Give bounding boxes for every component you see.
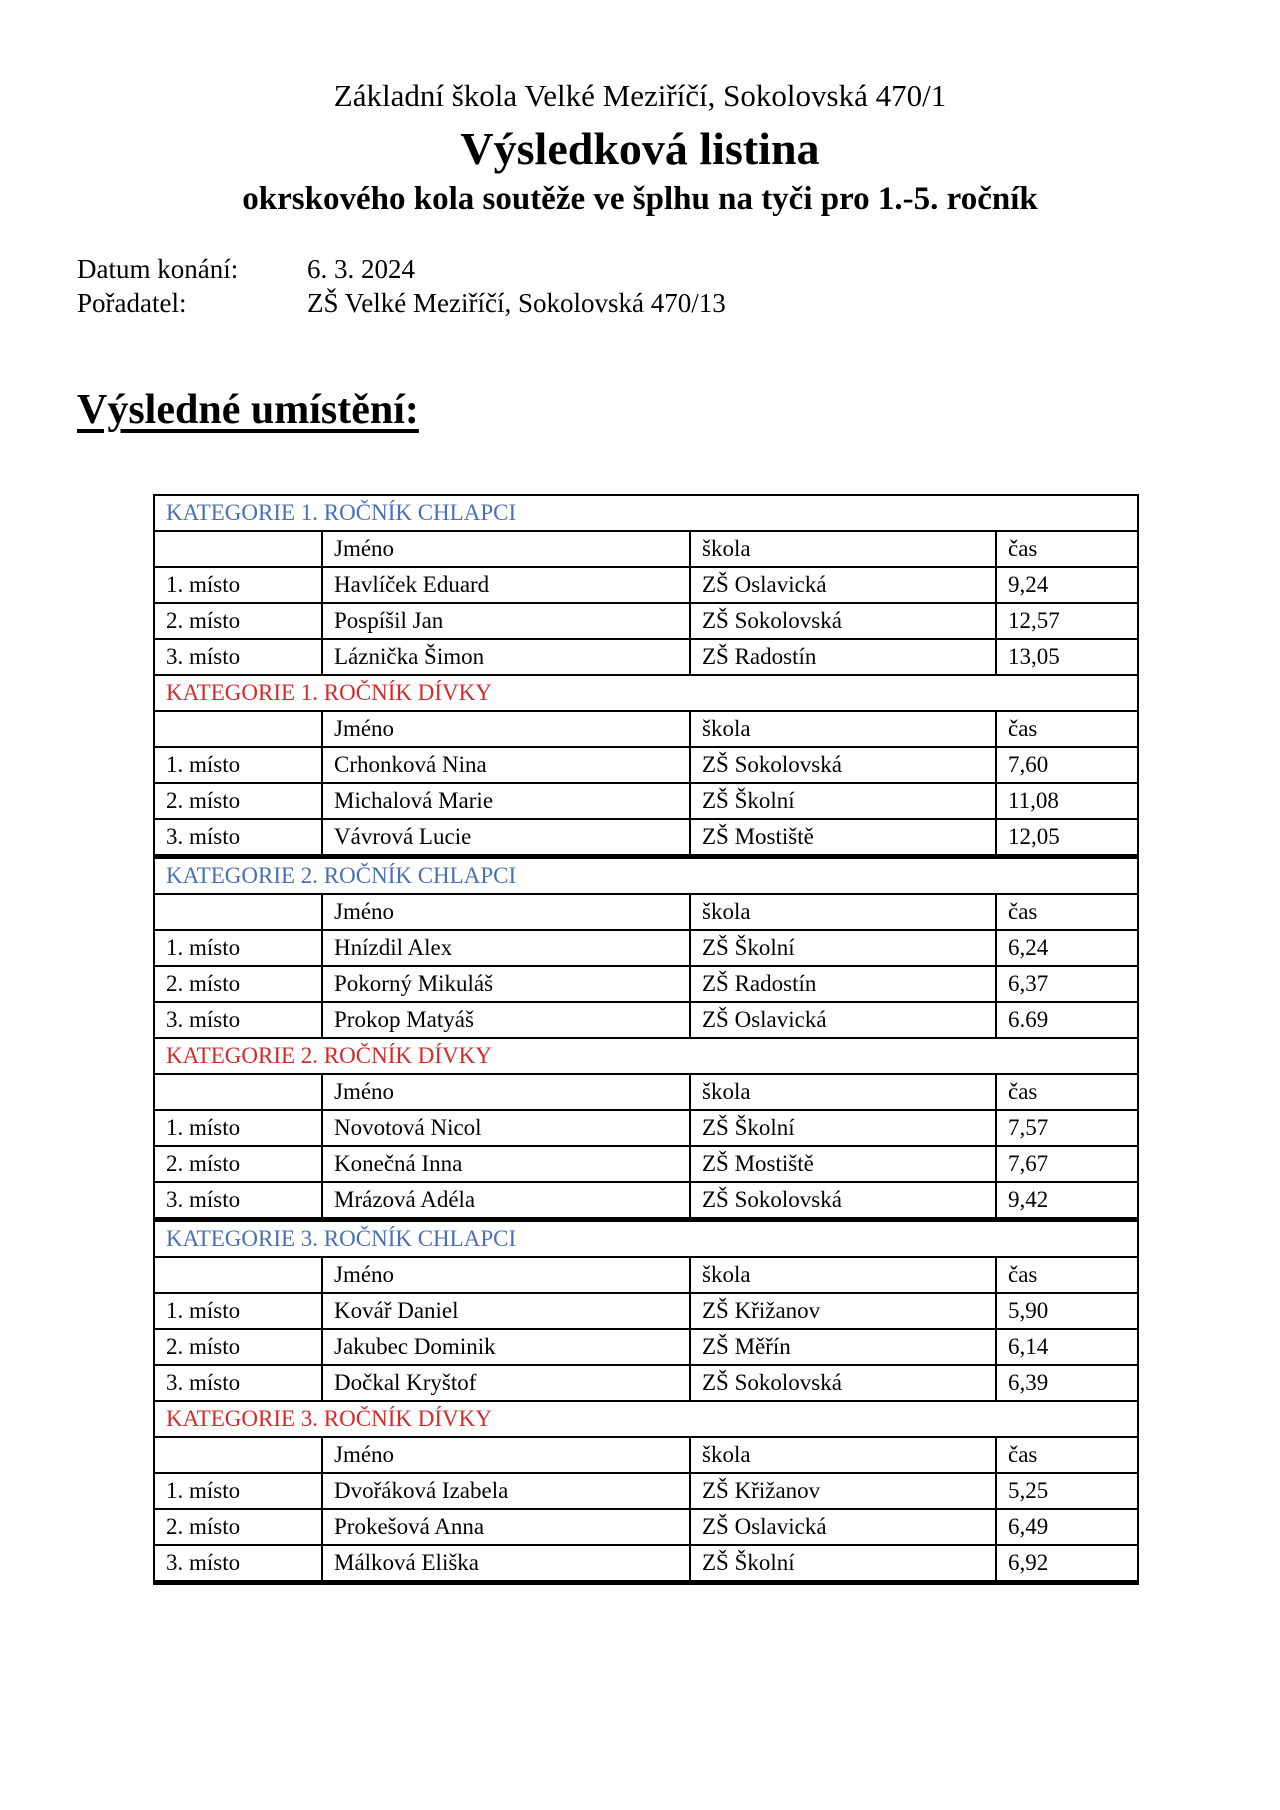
event-date-value: 6. 3. 2024 — [307, 254, 415, 284]
place-cell: 3. místo — [154, 819, 322, 857]
category-title: KATEGORIE 2. ROČNÍK DÍVKY — [154, 1038, 1138, 1074]
header-place-cell — [154, 531, 322, 567]
section-title: Výsledné umístění: — [77, 387, 419, 433]
name-cell: Michalová Marie — [322, 783, 690, 819]
table-row — [154, 567, 1138, 603]
column-header-row — [154, 1437, 1138, 1473]
time-cell: 5,90 — [996, 1293, 1138, 1329]
school-cell: ZŠ Křižanov — [690, 1473, 996, 1509]
name-cell: Konečná Inna — [322, 1146, 690, 1182]
column-header-row — [154, 1257, 1138, 1293]
column-header-row — [154, 1074, 1138, 1110]
header-time: čas — [996, 531, 1138, 567]
header-place-cell — [154, 1257, 322, 1293]
name-cell: Pokorný Mikuláš — [322, 966, 690, 1002]
table-row — [154, 639, 1138, 675]
document-subtitle: okrskového kola soutěže ve šplhu na tyči pro 1.-5. ročník — [242, 181, 1038, 217]
name-cell: Dvořáková Izabela — [322, 1473, 690, 1509]
place-cell: 1. místo — [154, 747, 322, 783]
place-cell: 1. místo — [154, 930, 322, 966]
time-cell: 6,24 — [996, 930, 1138, 966]
school-cell: ZŠ Radostín — [690, 966, 996, 1002]
table-row — [154, 1545, 1138, 1583]
header-school: škola — [690, 1257, 996, 1293]
time-cell: 12,57 — [996, 603, 1138, 639]
header-place-cell — [154, 1437, 322, 1473]
header-name: Jméno — [322, 894, 690, 930]
table-row — [154, 603, 1138, 639]
header-school: škola — [690, 894, 996, 930]
header-school: škola — [690, 1437, 996, 1473]
time-cell: 7,67 — [996, 1146, 1138, 1182]
school-cell: ZŠ Oslavická — [690, 1002, 996, 1038]
document-title: Výsledková listina — [460, 123, 820, 174]
time-cell: 12,05 — [996, 819, 1138, 857]
time-cell: 13,05 — [996, 639, 1138, 675]
place-cell: 2. místo — [154, 783, 322, 819]
name-cell: Prokešová Anna — [322, 1509, 690, 1545]
name-cell: Láznička Šimon — [322, 639, 690, 675]
place-cell: 3. místo — [154, 1002, 322, 1038]
time-cell: 6,14 — [996, 1329, 1138, 1365]
header-time: čas — [996, 1257, 1138, 1293]
time-cell: 6,39 — [996, 1365, 1138, 1401]
table-row — [154, 1002, 1138, 1038]
time-cell: 9,24 — [996, 567, 1138, 603]
organizer — [77, 288, 726, 319]
school-cell: ZŠ Mostiště — [690, 1146, 996, 1182]
place-cell: 2. místo — [154, 603, 322, 639]
name-cell: Novotová Nicol — [322, 1110, 690, 1146]
place-cell: 3. místo — [154, 1365, 322, 1401]
table-row — [154, 1473, 1138, 1509]
school-cell: ZŠ Oslavická — [690, 567, 996, 603]
table-row — [154, 1365, 1138, 1401]
table-row — [154, 1293, 1138, 1329]
name-cell: Dočkal Kryštof — [322, 1365, 690, 1401]
category-row — [154, 1038, 1138, 1074]
header-school: škola — [690, 1074, 996, 1110]
place-cell: 3. místo — [154, 1182, 322, 1220]
category-title: KATEGORIE 3. ROČNÍK DÍVKY — [154, 1401, 1138, 1437]
name-cell: Crhonková Nina — [322, 747, 690, 783]
name-cell: Jakubec Dominik — [322, 1329, 690, 1365]
name-cell: Kovář Daniel — [322, 1293, 690, 1329]
category-row — [154, 675, 1138, 711]
school-cell: ZŠ Mostiště — [690, 819, 996, 857]
place-cell: 2. místo — [154, 966, 322, 1002]
category-row — [154, 495, 1138, 531]
table-row — [154, 1110, 1138, 1146]
table-row — [154, 1329, 1138, 1365]
column-header-row — [154, 894, 1138, 930]
school-cell: ZŠ Oslavická — [690, 1509, 996, 1545]
school-cell: ZŠ Školní — [690, 783, 996, 819]
name-cell: Málková Eliška — [322, 1545, 690, 1583]
event-date — [77, 254, 415, 285]
header-place-cell — [154, 894, 322, 930]
school-cell: ZŠ Sokolovská — [690, 1365, 996, 1401]
place-cell: 3. místo — [154, 639, 322, 675]
organizer-label: Pořadatel: — [77, 288, 187, 318]
event-date-label: Datum konání: — [77, 254, 239, 284]
place-cell: 3. místo — [154, 1545, 322, 1583]
school-cell: ZŠ Radostín — [690, 639, 996, 675]
time-cell: 7,60 — [996, 747, 1138, 783]
header-name: Jméno — [322, 1257, 690, 1293]
school-cell: ZŠ Křižanov — [690, 1293, 996, 1329]
column-header-row — [154, 531, 1138, 567]
name-cell: Prokop Matyáš — [322, 1002, 690, 1038]
place-cell: 2. místo — [154, 1146, 322, 1182]
column-header-row — [154, 711, 1138, 747]
name-cell: Mrázová Adéla — [322, 1182, 690, 1220]
header-time: čas — [996, 711, 1138, 747]
table-row — [154, 783, 1138, 819]
time-cell: 6,49 — [996, 1509, 1138, 1545]
time-cell: 7,57 — [996, 1110, 1138, 1146]
header-place-cell — [154, 711, 322, 747]
header-name: Jméno — [322, 1437, 690, 1473]
category-row — [154, 1401, 1138, 1437]
place-cell: 2. místo — [154, 1509, 322, 1545]
school-cell: ZŠ Školní — [690, 1110, 996, 1146]
school-cell: ZŠ Sokolovská — [690, 1182, 996, 1220]
school-cell: ZŠ Školní — [690, 930, 996, 966]
time-cell: 11,08 — [996, 783, 1138, 819]
table-row — [154, 1182, 1138, 1220]
table-row — [154, 1509, 1138, 1545]
table-row — [154, 966, 1138, 1002]
school-cell: ZŠ Sokolovská — [690, 603, 996, 639]
time-cell: 6,37 — [996, 966, 1138, 1002]
name-cell: Hnízdil Alex — [322, 930, 690, 966]
category-title: KATEGORIE 2. ROČNÍK CHLAPCI — [154, 857, 1138, 895]
table-row — [154, 1146, 1138, 1182]
organizer-value: ZŠ Velké Meziříčí, Sokolovská 470/13 — [307, 288, 726, 318]
category-title: KATEGORIE 1. ROČNÍK DÍVKY — [154, 675, 1138, 711]
header-name: Jméno — [322, 531, 690, 567]
header-school: škola — [690, 711, 996, 747]
name-cell: Pospíšil Jan — [322, 603, 690, 639]
category-row — [154, 1220, 1138, 1258]
category-title: KATEGORIE 1. ROČNÍK CHLAPCI — [154, 495, 1138, 531]
place-cell: 1. místo — [154, 1473, 322, 1509]
name-cell: Havlíček Eduard — [322, 567, 690, 603]
table-row — [154, 747, 1138, 783]
place-cell: 2. místo — [154, 1329, 322, 1365]
header-name: Jméno — [322, 711, 690, 747]
header-school: škola — [690, 531, 996, 567]
time-cell: 6.69 — [996, 1002, 1138, 1038]
category-row — [154, 857, 1138, 895]
place-cell: 1. místo — [154, 1110, 322, 1146]
header-place-cell — [154, 1074, 322, 1110]
time-cell: 5,25 — [996, 1473, 1138, 1509]
header-name: Jméno — [322, 1074, 690, 1110]
place-cell: 1. místo — [154, 1293, 322, 1329]
name-cell: Vávrová Lucie — [322, 819, 690, 857]
results-table — [153, 494, 1139, 1585]
time-cell: 9,42 — [996, 1182, 1138, 1220]
time-cell: 6,92 — [996, 1545, 1138, 1583]
school-cell: ZŠ Sokolovská — [690, 747, 996, 783]
category-title: KATEGORIE 3. ROČNÍK CHLAPCI — [154, 1220, 1138, 1258]
header-time: čas — [996, 1074, 1138, 1110]
school-cell: ZŠ Měřín — [690, 1329, 996, 1365]
header-time: čas — [996, 894, 1138, 930]
place-cell: 1. místo — [154, 567, 322, 603]
table-row — [154, 819, 1138, 857]
table-row — [154, 930, 1138, 966]
school-cell: ZŠ Školní — [690, 1545, 996, 1583]
school-name: Základní škola Velké Meziříčí, Sokolovská 470/1 — [333, 78, 947, 113]
header-time: čas — [996, 1437, 1138, 1473]
